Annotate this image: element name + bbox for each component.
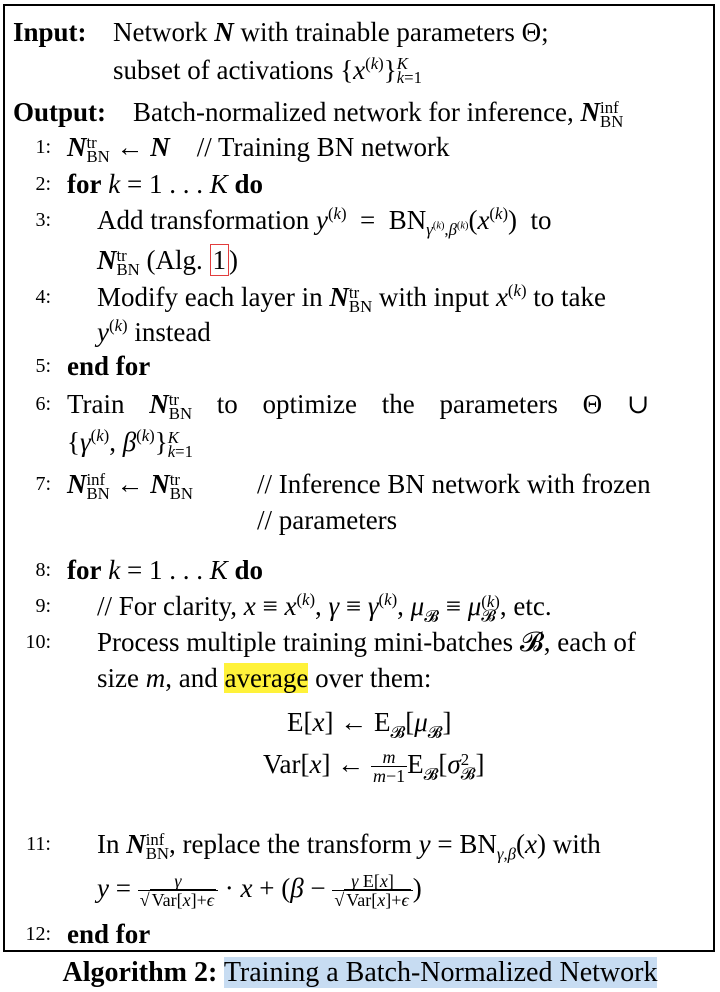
caption-title: Training a Batch-Normalized Network <box>223 957 658 988</box>
line-number: 9: <box>35 595 51 617</box>
caption-label: Algorithm 2: <box>62 957 218 988</box>
step-7-comment: // Inference BN network with frozen <box>257 469 651 499</box>
step-4-text-b: $y^{(k)}$ instead <box>97 316 211 347</box>
equation-variance: Var[x] ← $\frac{m}{m-1}$ $E_𝓑[\sigma$ 2 𝓑 ] <box>263 747 485 787</box>
highlighted-word: average <box>224 663 309 693</box>
line-number: 12: <box>25 923 51 945</box>
step-10-text: Process multiple training mini-batches 𝓑, each of <box>97 627 636 657</box>
step-3-text: Add transformation $y^{(k)} = BN_{\gamma^{(k)},\beta^{(k)}}(x^{(k)})$ to <box>97 204 552 240</box>
step-11-text: In N inf BN , replace the transform $y = BN_{\gamma,\beta}(x)$ with <box>97 829 601 864</box>
step-6-text: Train N tr BN to optimize the parameters Θ ∪ <box>67 389 650 423</box>
line-number: 2: <box>35 173 51 195</box>
line-number: 1: <box>35 136 51 158</box>
step-7-comment-cont: // parameters <box>257 505 398 535</box>
step-5-text: end for <box>67 351 151 381</box>
output-label: Output: <box>13 97 107 127</box>
line-number: 8: <box>35 559 51 581</box>
step-12-text: end for <box>67 919 151 949</box>
step-8-text: for k = 1 . . . K do <box>67 555 263 585</box>
step-10-text-b: size m, and average over them: <box>97 663 432 693</box>
line-number: 6: <box>35 393 51 415</box>
step-9-text: // For clarity, $x \equiv x^{(k)}$, $\gamma \equiv \gamma^{(k)}$, $\mu_𝓑 \equiv \mu$ (k) 𝓑 , etc. <box>97 590 552 626</box>
step-2-text: for k = 1 . . . K do <box>67 169 263 199</box>
line-number: 3: <box>35 209 51 231</box>
step-11-formula: y = $\frac{\gamma}{\text{√ Var[x]+ϵ}}$ · x + (β − $\frac{\text{γ E[x]}}{\text{√ Var[x]+ϵ}}$ ) <box>97 871 422 911</box>
step-4-text: Modify each layer in N tr BN with input $x^{(k)}$ to take <box>97 281 606 316</box>
line-number: 5: <box>35 355 51 377</box>
line-number: 11: <box>26 833 51 855</box>
step-7-text: N inf BN ← N tr BN <box>67 469 193 503</box>
algorithm-reference-link[interactable]: 1 <box>210 244 230 276</box>
line-number: 4: <box>35 286 51 308</box>
input-text-1: Network N with trainable parameters Θ; <box>113 17 549 47</box>
step-1-text: N tr BN ← N // Training BN network <box>67 132 450 166</box>
step-6-text-b: {$\gamma^{(k)}$, $\beta^{(k)}$} K k=1 <box>67 426 193 461</box>
input-text-2: subset of activations $\{x^{(k)}\}$ K k=1 <box>113 53 422 87</box>
input-label: Input: <box>13 17 87 47</box>
algorithm-box <box>3 4 715 952</box>
output-text: Batch-normalized network for inference, N inf BN <box>133 97 624 131</box>
step-3-text-b: N tr BN (Alg. 1 ) <box>97 245 238 279</box>
algorithm-caption <box>0 955 720 991</box>
line-number: 7: <box>35 473 51 495</box>
line-number: 10: <box>25 631 51 653</box>
equation-mean: E[x] ← $E_𝓑[\mu_𝓑]$ <box>287 707 452 742</box>
